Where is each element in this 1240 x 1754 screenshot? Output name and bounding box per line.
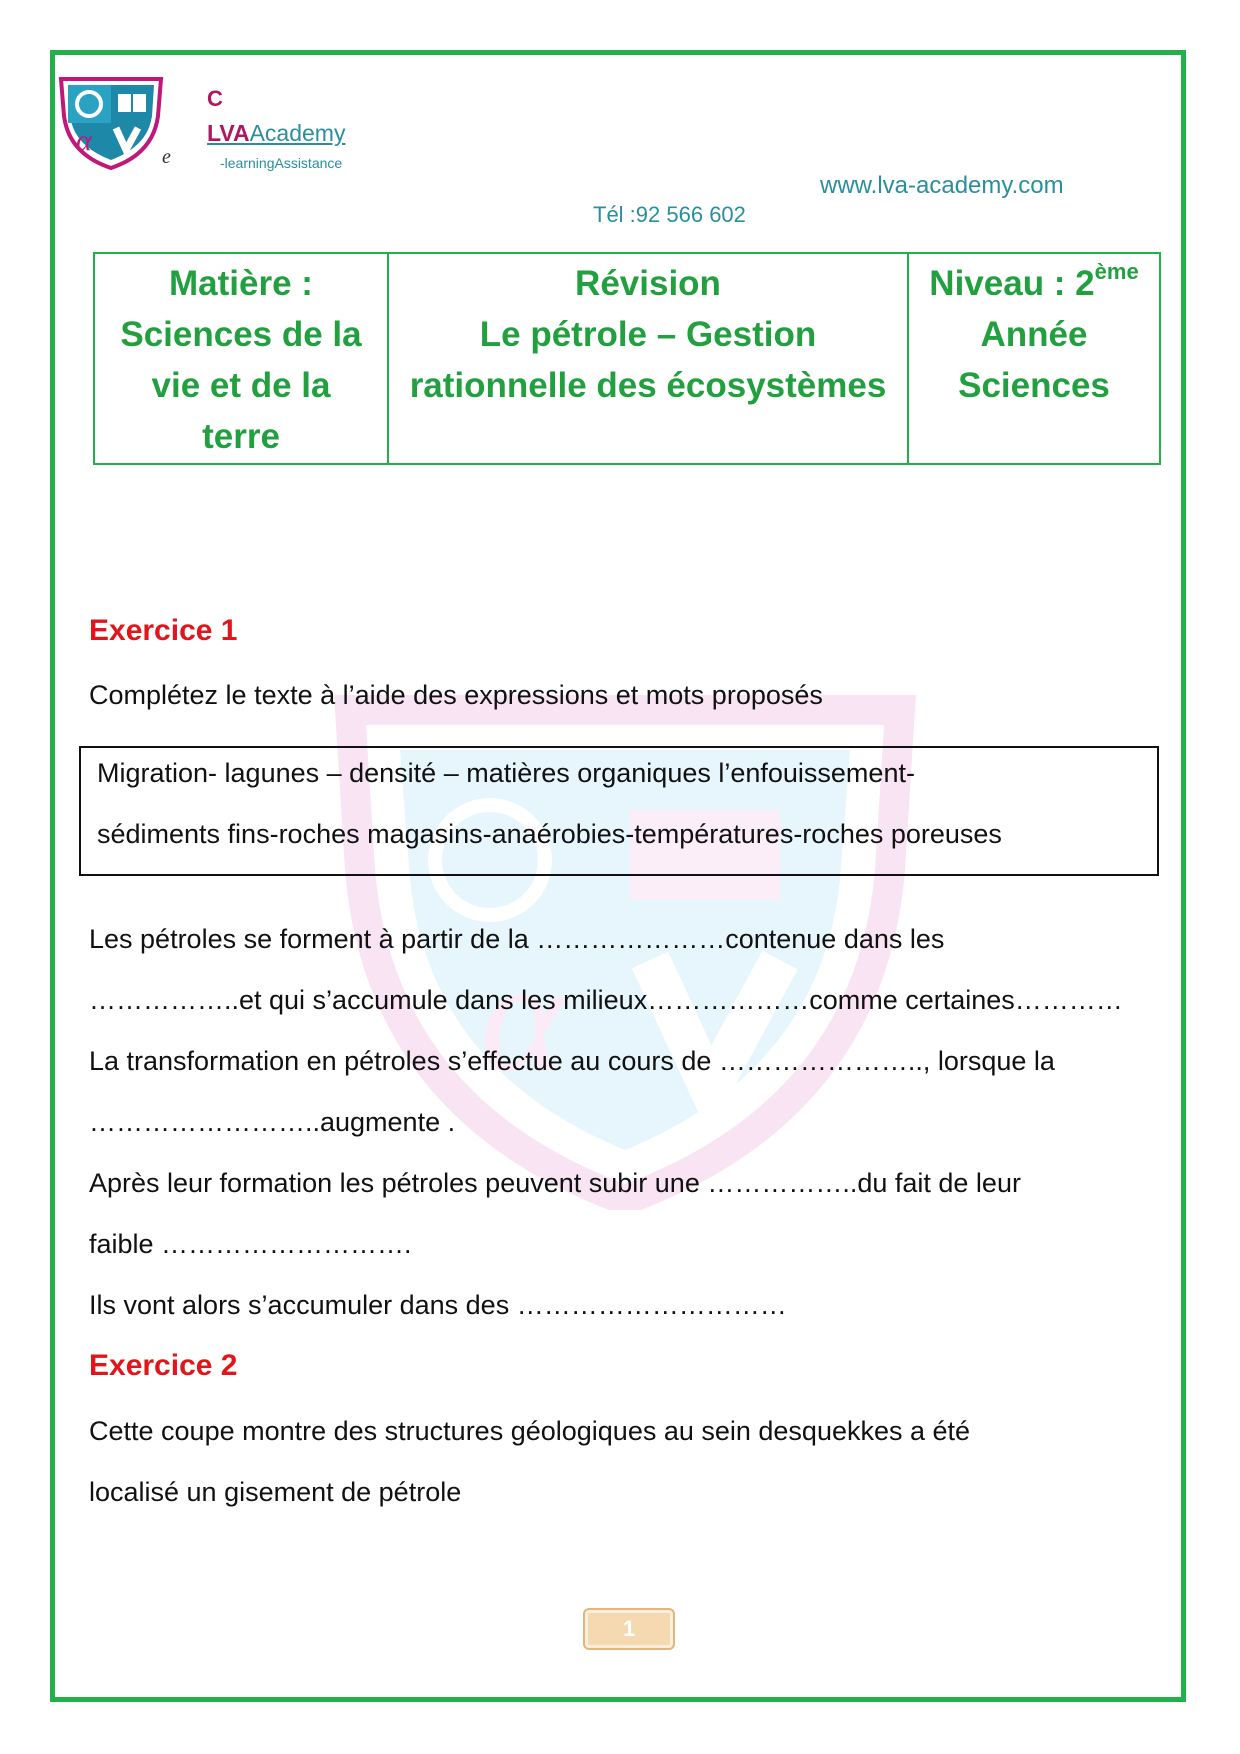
svg-text:α: α: [480, 927, 564, 1105]
title-table: [93, 252, 1161, 465]
level-label: Niveau : 2: [929, 264, 1095, 303]
brand-letter: C: [207, 86, 223, 111]
svg-text:α: α: [76, 124, 92, 157]
lva-logo-icon: [58, 76, 164, 170]
revision-line: Le pétrole – Gestion: [479, 315, 817, 354]
brand-lva: LVA: [207, 120, 250, 146]
level-superscript: ème: [1094, 259, 1139, 284]
exercise-2-title: Exercice 2: [89, 1349, 238, 1382]
brand-academy: Academy: [249, 120, 346, 146]
page-number-badge: 1: [583, 1608, 675, 1650]
brand-name: [207, 120, 345, 147]
word-bank-line: sédiments fins-roches magasins-anaérobies-températures-roches poreuses: [97, 819, 1002, 849]
level-line: Année: [980, 315, 1088, 354]
exercise-2-line: localisé un gisement de pétrole: [89, 1477, 462, 1507]
brand-e-letter: e: [162, 146, 171, 168]
fill-in-line: ……………………..augmente .: [89, 1107, 456, 1137]
level-cell: [908, 253, 1160, 464]
subject-line: Matière :: [169, 264, 313, 303]
subject-line: Sciences de la: [120, 315, 362, 354]
subject-cell: [94, 253, 388, 464]
fill-in-line: Les pétroles se forment à partir de la …………………contenue dans les: [89, 924, 945, 954]
subject-line: vie et de la: [151, 366, 331, 405]
level-line: [910, 258, 1158, 309]
phone-number: Tél :92 566 602: [593, 202, 746, 227]
brand-tagline: -learningAssistance: [220, 155, 343, 171]
fill-in-line: La transformation en pétroles s’effectue au cours de ………………….., lorsque la: [89, 1046, 1055, 1076]
revision-line: Révision: [575, 264, 721, 303]
revision-line: rationnelle des écosystèmes: [409, 366, 887, 405]
exercise-1-title: Exercice 1: [89, 614, 238, 647]
exercise-2-line: Cette coupe montre des structures géologiques au sein desquekkes a été: [89, 1416, 971, 1446]
level-line: Sciences: [958, 366, 1110, 405]
word-bank-line: Migration- lagunes – densité – matières organiques l’enfouissement-: [97, 758, 915, 788]
website-link[interactable]: www.lva-academy.com: [820, 172, 1064, 199]
fill-in-line: Ils vont alors s’accumuler dans des …………………………: [89, 1290, 787, 1320]
word-bank-box: [79, 746, 1159, 876]
fill-in-line: Après leur formation les pétroles peuvent subir une ……………..du fait de leur: [89, 1168, 1021, 1198]
fill-in-line: ……………..et qui s’accumule dans les milieux………………comme certaines…………: [89, 985, 1123, 1015]
fill-in-line: faible ……………………….: [89, 1229, 412, 1259]
revision-cell: [388, 253, 908, 464]
subject-line: terre: [202, 417, 280, 456]
exercise-1-instruction: Complétez le texte à l’aide des expressions et mots proposés: [89, 680, 823, 710]
